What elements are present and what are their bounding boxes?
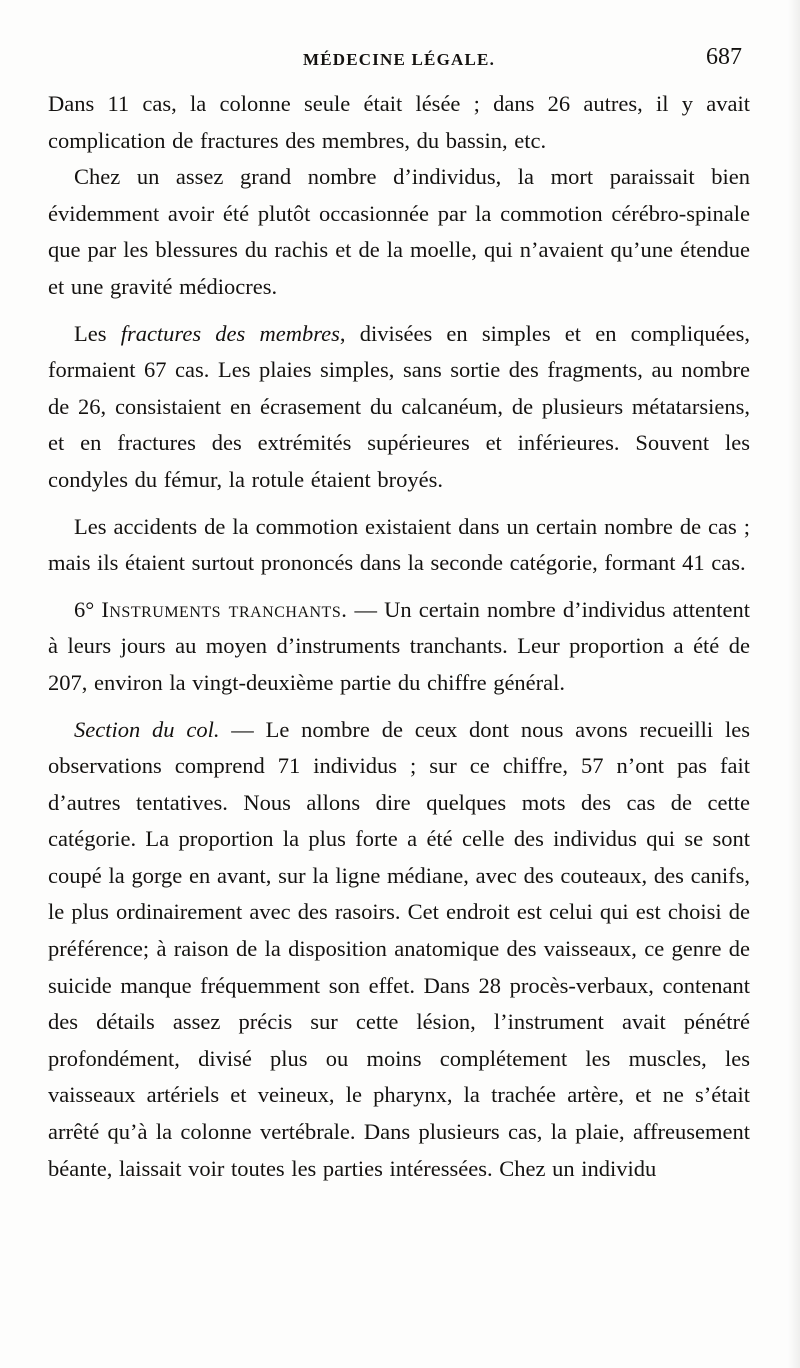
paragraph-3-lead: Les xyxy=(74,320,121,346)
paragraph-4: Les accidents de la commotion existaient dans un certain nombre de cas ; mais ils étaient surtout prononcés dans la seconde catégorie, formant 41 cas. xyxy=(48,513,750,576)
paragraph-5 xyxy=(48,592,750,702)
page-number: 687 xyxy=(706,44,742,70)
paragraph-3 xyxy=(48,316,750,499)
paragraph-2: Chez un assez grand nombre d’individus, la mort paraissait bien évidemment avoir été plutôt occasionnée par la commotion cérébro-spinale que par les blessures du rachis et de la moelle, qui n’avaient qu’une étendue et une gravité médiocres. xyxy=(48,164,750,299)
paragraph-6-rest: — Le nombre de ceux dont nous avons recueilli les observations comprend 71 individus ; sur ce chiffre, 57 n’ont pas fait d’autres tentatives. Nous allons dire quelques mots des cas de cette catégorie. La proportion la plus forte a été celle des individus qui se sont coupé la gorge en avant, sur la ligne médiane, avec des couteaux, des canifs, le plus ordinairement avec des rasoirs. Cet endroit est celui qui est choisi de préférence; à raison de la disposition anatomique des vaisseaux, ce genre de suicide manque fréquemment son effet. Dans 28 procès-verbaux, contenant des détails assez précis sur cette lésion, l’instrument avait pénétré profondément, divisé plus ou moins complétement les muscles, les vaisseaux artériels et veineux, le pharynx, la trachée artère, et ne s’était arrêté qu’à la colonne vertébrale. Dans plusieurs cas, la plaie, affreusement béante, laissait voir toutes les parties intéressées. Chez un individu xyxy=(48,716,750,1181)
paragraph-6 xyxy=(48,712,750,1188)
fractures-membres-italic: fractures des membres xyxy=(120,320,340,346)
page-header xyxy=(48,42,750,82)
section-number: 6° xyxy=(74,596,102,622)
running-head: MÉDECINE LÉGALE. xyxy=(302,50,496,69)
body-text xyxy=(48,86,750,1187)
subsection-heading-section-col: Section du col. xyxy=(74,716,220,742)
paragraph-1: Dans 11 cas, la colonne seule était lésée ; dans 26 autres, il y avait complication de fractures des membres, du bassin, etc. xyxy=(48,91,750,153)
section-heading-instruments: Instruments tranchants. xyxy=(101,596,348,622)
paragraph-3-rest: , divisées en simples et en compliquées, formaient 67 cas. Les plaies simples, sans sortie des fragments, au nombre de 26, consistaient en écrasement du calcanéum, de plusieurs métatarsiens, et en fractures des extrémités supérieures et inférieures. Souvent les condyles du fémur, la rotule étaient broyés. xyxy=(48,320,750,492)
paragraph-5-rest: — Un certain nombre d’individus attentent à leurs jours au moyen d’instruments tranchants. Leur proportion a été de 207, environ la vingt-deuxième partie du chiffre général. xyxy=(48,596,750,695)
page-edge-shadow xyxy=(788,0,800,1368)
